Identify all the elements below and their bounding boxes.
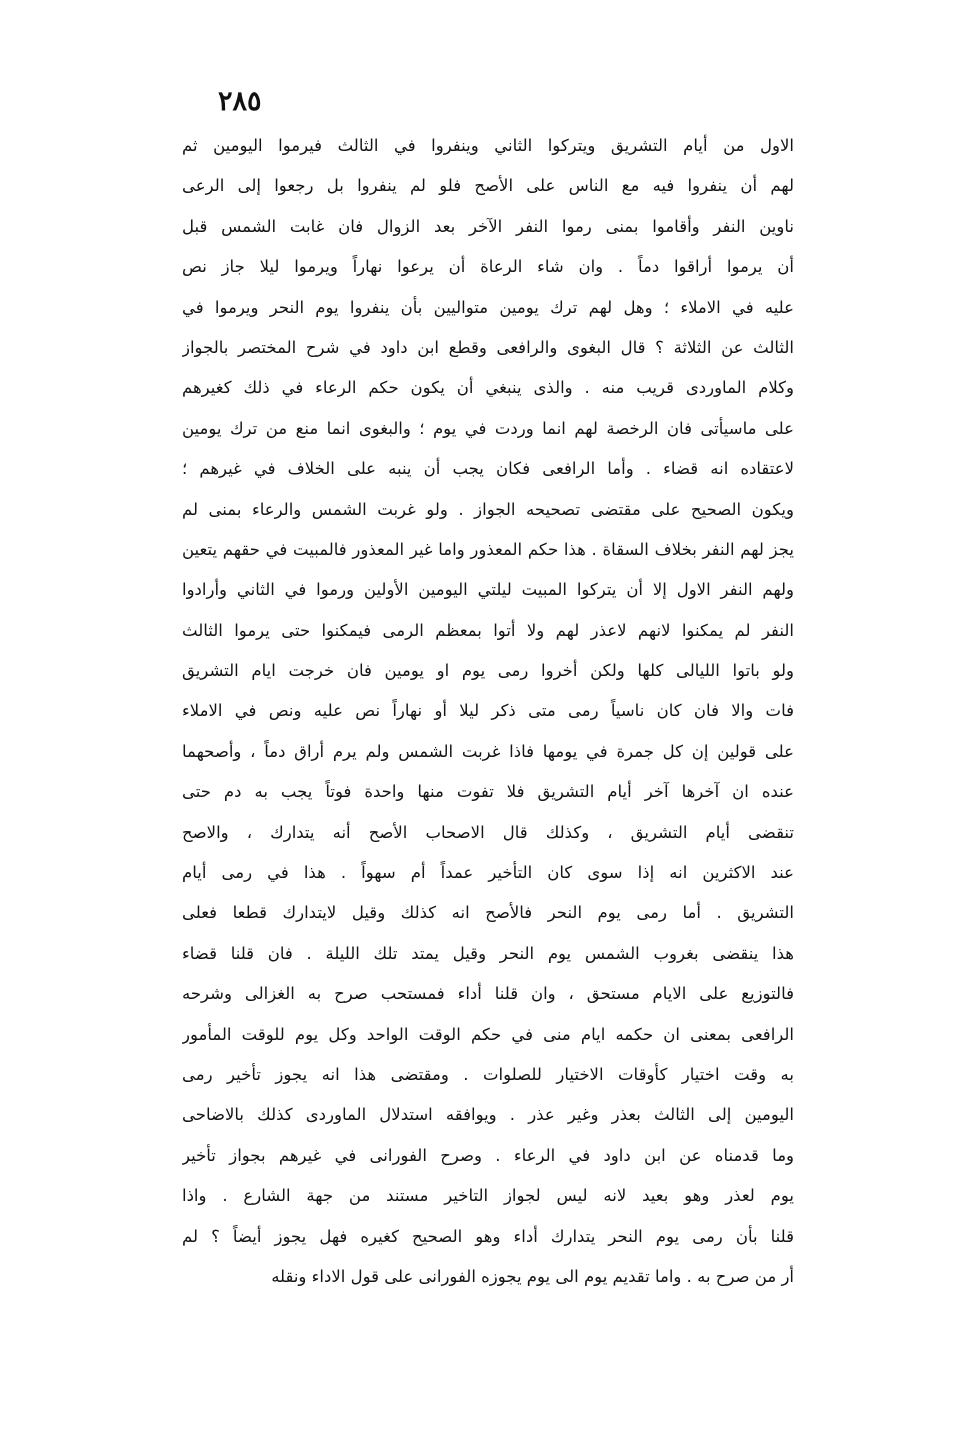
text-line: التشريق . أما رمى يوم النحر فالأصح انه كذلك وقيل لايتدارك قطعا فعلى (182, 903, 794, 923)
text-line: الثالث عن الثلاثة ؟ قال البغوى والرافعى وقطع ابن داود في شرح المختصر بالجواز (182, 337, 794, 357)
text-line: ولو باتوا الليالى كلها ولكن أخروا رمى يوم او يومين فان خرجت ايام التشريق (182, 661, 794, 681)
text-line: ناوين النفر وأقاموا بمنى رموا النفر الآخر بعد الزوال فان غابت الشمس قبل (182, 216, 794, 236)
text-line: أر من صرح به . واما تقديم يوم الى يوم يجوزه الفورانى على قول الاداء ونقله (271, 1266, 794, 1286)
body-text (182, 126, 794, 1297)
text-line: يجز لهم النفر بخلاف السقاة . هذا حكم المعذور واما غير المعذور فالمبيت في حقهم يتعين (182, 539, 794, 559)
text-line: على ماسيأتى فان الرخصة لهم انما وردت في يوم ؛ والبغوى انما منع من ترك يومين (182, 418, 794, 438)
text-line: النفر لم يمكنوا لانهم لاعذر لهم ولا أتوا بمعظم الرمى فيمكنوا حتى يرموا الثالث (182, 620, 794, 640)
text-line: عليه في الاملاء ؛ وهل لهم ترك يومين متواليين بأن ينفروا يوم النحر ويرموا في (182, 297, 794, 317)
text-line: لهم أن ينفروا فيه مع الناس على الأصح فلو لم ينفروا بل رجعوا إلى الرعى (182, 176, 794, 196)
text-line: عنده ان آخرها آخر أيام التشريق فلا تفوت منها واحدة فوتاً يجب به دم حتى (182, 782, 794, 802)
text-line: عند الاكثرين انه إذا سوى كان التأخير عمداً أم سهواً . هذا في رمى أيام (182, 863, 794, 883)
text-line: لاعتقاده انه قضاء . وأما الرافعى فكان يجب أن ينبه على الخلاف في غيرهم ؛ (182, 459, 794, 479)
text-line: ولهم النفر الاول إلا أن يتركوا المبيت ليلتي اليومين الأولين ورموا في الثاني وأرادوا (182, 580, 794, 600)
text-line: به وقت اختيار كأوقات الاختيار للصلوات . ومقتضى هذا انه يجوز تأخير رمى (182, 1064, 794, 1084)
text-line: قلنا بأن رمى يوم النحر يتدارك أداء وهو الصحيح كغيره فهل يجوز أيضاً ؟ لم (182, 1226, 794, 1246)
text-line: على قولين إن كل جمرة في يومها فاذا غربت الشمس ولم يرم أراق دماً ، وأصحهما (182, 741, 794, 761)
text-line: اليومين إلى الثالث بعذر وغير عذر . ويوافقه استدلال الماوردى كذلك بالاضاحى (182, 1105, 794, 1125)
text-line: الرافعى بمعنى ان حكمه ايام منى في حكم الوقت الواحد وكل يوم للوقت المأمور (182, 1024, 794, 1044)
text-line: فات والا فان كان ناسياً رمى متى ذكر ليلا أو نهاراً نص عليه ونص في الاملاء (182, 701, 794, 721)
page-number: ٢٨٥ (218, 86, 262, 117)
text-line: تنقضى أيام التشريق ، وكذلك قال الاصحاب الأصح أنه يتدارك ، والاصح (182, 822, 794, 842)
text-line: وكلام الماوردى قريب منه . والذى ينبغي أن يكون حكم الرعاء في ذلك كغيرهم (182, 378, 794, 398)
text-line: وما قدمناه عن ابن داود في الرعاء . وصرح الفورانى في غيرهم بجواز تأخير (182, 1145, 794, 1165)
text-line: أن يرموا أراقوا دماً . وان شاء الرعاة أن يرعوا نهاراً ويرموا ليلا جاز نص (182, 257, 794, 277)
text-line: الاول من أيام التشريق ويتركوا الثاني وينفروا في الثالث فيرموا اليومين ثم (182, 136, 794, 155)
text-line: يوم لعذر وهو بعيد لانه ليس لجواز التاخير مستند من جهة الشارع . واذا (182, 1186, 794, 1206)
text-line: ويكون الصحيح على مقتضى تصحيحه الجواز . ولو غربت الشمس والرعاء بمنى لم (182, 499, 794, 519)
text-line: فالتوزيع على الايام مستحق ، وان قلنا أداء فمستحب صرح به الغزالى وشرحه (182, 984, 794, 1004)
text-line: هذا ينقضى بغروب الشمس يوم النحر وقيل يمتد تلك الليلة . فان قلنا قضاء (182, 943, 794, 963)
